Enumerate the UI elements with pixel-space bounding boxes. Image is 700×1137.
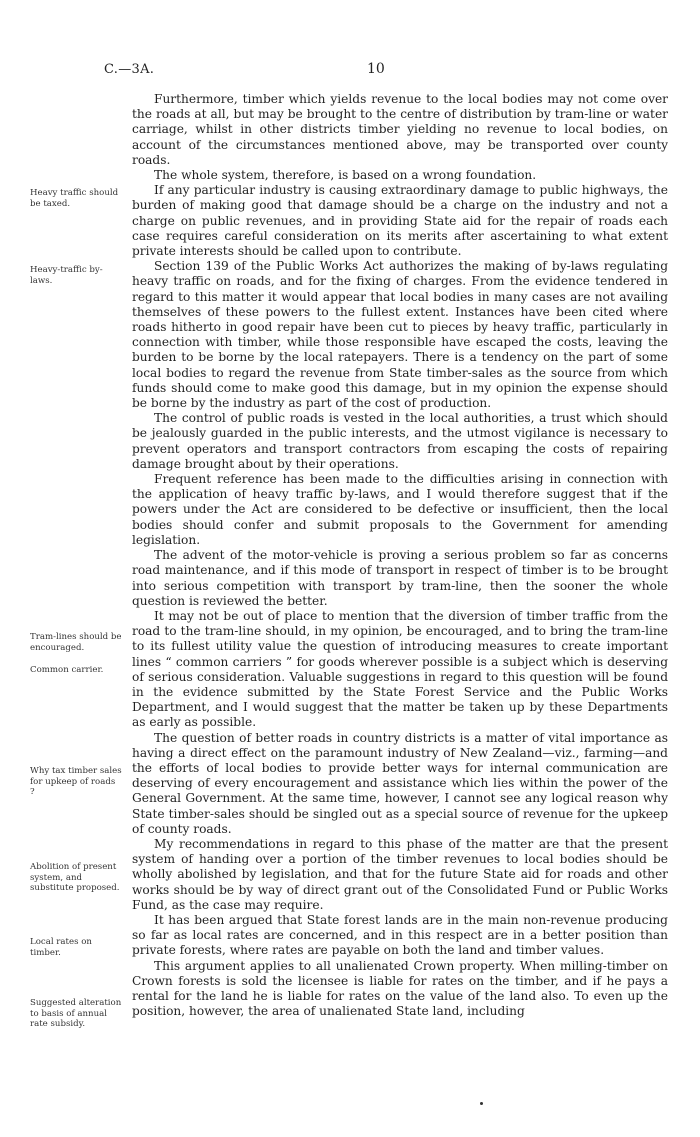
paragraph: Frequent reference has been made to the difficulties arising in connection with the application of heavy traffic by-laws, and I would therefore suggest that if the powers under the Act are considered to be defective or insufficient, then the local bodies should confer and submit proposals to the Government for amending legislation. xyxy=(132,472,668,547)
margin-note-heavy-traffic-bylaws: Heavy-traffic by-laws. xyxy=(30,265,103,286)
paragraph: If any particular industry is causing extraordinary damage to public highways, the burden of making good that damage should be a charge on the industry and not a charge on public revenues, and in providing State aid for the repair of roads each case requires careful consideration on its merits after ascertaining to what extent private interests should be called upon to contribute. xyxy=(132,183,668,259)
paragraph: Section 139 of the Public Works Act authorizes the making of by-laws regulating heavy traffic on roads, and for the fixing of charges. From the evidence tendered in regard to this matter it would appear that local bodies in many cases are not availing themselves of these powers to the fullest extent. Instances have been cited where roads hitherto in good repair have been cut to pieces by heavy traffic, particularly in connection with timber, while those responsible have escaped the costs, leaving the burden to be borne by the local ratepayers. There is a tendency on the part of some local bodies to regard the revenue from State timber-sales as the source from which funds should come to make good this damage, but in my opinion the expense should be borne by the industry as part of the cost of production. xyxy=(132,259,668,411)
paragraph: It may not be out of place to mention that the diversion of timber traffic from the road to the tram-line should, in my opinion, be encouraged, and to bring the tram-line to its fullest utility value the question of introducing measures to create important lines “ common carriers ” for goods wherever possible is a subject which is deserving of serious consideration. Valuable suggestions in regard to this question will be found in the evidence submitted by the State Forest Service and the Public Works Department, and I would suggest that the matter be taken up by these Departments as early as possible. xyxy=(132,608,668,730)
document-reference: C.—3A. xyxy=(104,62,155,77)
margin-note-why-tax-timber: Why tax timber sales for upkeep of roads ? xyxy=(30,766,122,798)
margin-note-abolition: Abolition of present system, and substitute proposed. xyxy=(30,862,120,894)
paragraph: It has been argued that State forest lands are in the main non-revenue producing so far as local rates are concerned, and in this respect are in a better position than private forests, where rates are payable on both the land and timber values. xyxy=(132,912,668,958)
margin-note-heavy-traffic-taxed: Heavy traffic should be taxed. xyxy=(30,188,119,209)
paragraph: The control of public roads is vested in the local authorities, a trust which should be jealously guarded in the public interests, and the utmost vigilance is necessary to prevent operators and transport contractors from escaping the costs of repairing damage brought about by their operations. xyxy=(132,411,668,471)
margin-note-rate-subsidy: Suggested alteration to basis of annual rate subsidy. xyxy=(30,998,122,1030)
page-number: 10 xyxy=(367,61,385,77)
margin-note-tram-lines: Tram-lines should be encouraged. xyxy=(30,632,122,653)
body-text xyxy=(132,92,668,1019)
paragraph: This argument applies to all unalienated Crown property. When milling-timber on Crown forests is sold the licensee is liable for rates on the timber, and if he pays a rental for the land he is liable for rates on the value of the land also. To even up the position, however, the area of unalienated State land, including xyxy=(132,958,668,1019)
margin-note-local-rates: Local rates on timber. xyxy=(30,937,92,958)
page-mark xyxy=(480,1102,483,1105)
paragraph: My recommendations in regard to this phase of the matter are that the present system of handing over a portion of the timber revenues to local bodies should be wholly abolished by legislation, and that for the future State aid for roads and other works should be by way of direct grant out of the Consolidated Fund or Public Works Fund, as the case may require. xyxy=(132,836,668,912)
paragraph: Furthermore, timber which yields revenue to the local bodies may not come over the roads at all, but may be brought to the centre of distribution by tram-line or water carriage, whilst in other districts timber yielding no revenue to local bodies, on account of the circumstances mentioned above, may be transported over county roads. xyxy=(132,92,668,167)
paragraph: The question of better roads in country districts is a matter of vital importance as having a direct effect on the paramount industry of New Zealand—viz., farming—and the efforts of local bodies to provide better ways for internal communication are deserving of every encouragement and assistance which lies within the power of the General Government. At the same time, however, I cannot see any logical reason why State timber-sales should be singled out as a special source of revenue for the upkeep of county roads. xyxy=(132,730,668,836)
margin-note-common-carrier: Common carrier. xyxy=(30,665,104,675)
paragraph: The advent of the motor-vehicle is proving a serious problem so far as concerns road maintenance, and if this mode of transport in respect of timber is to be brought into serious competition with transport by tram-line, then the sooner the whole question is reviewed the better. xyxy=(132,548,668,608)
paragraph: The whole system, therefore, is based on a wrong foundation. xyxy=(154,168,537,183)
